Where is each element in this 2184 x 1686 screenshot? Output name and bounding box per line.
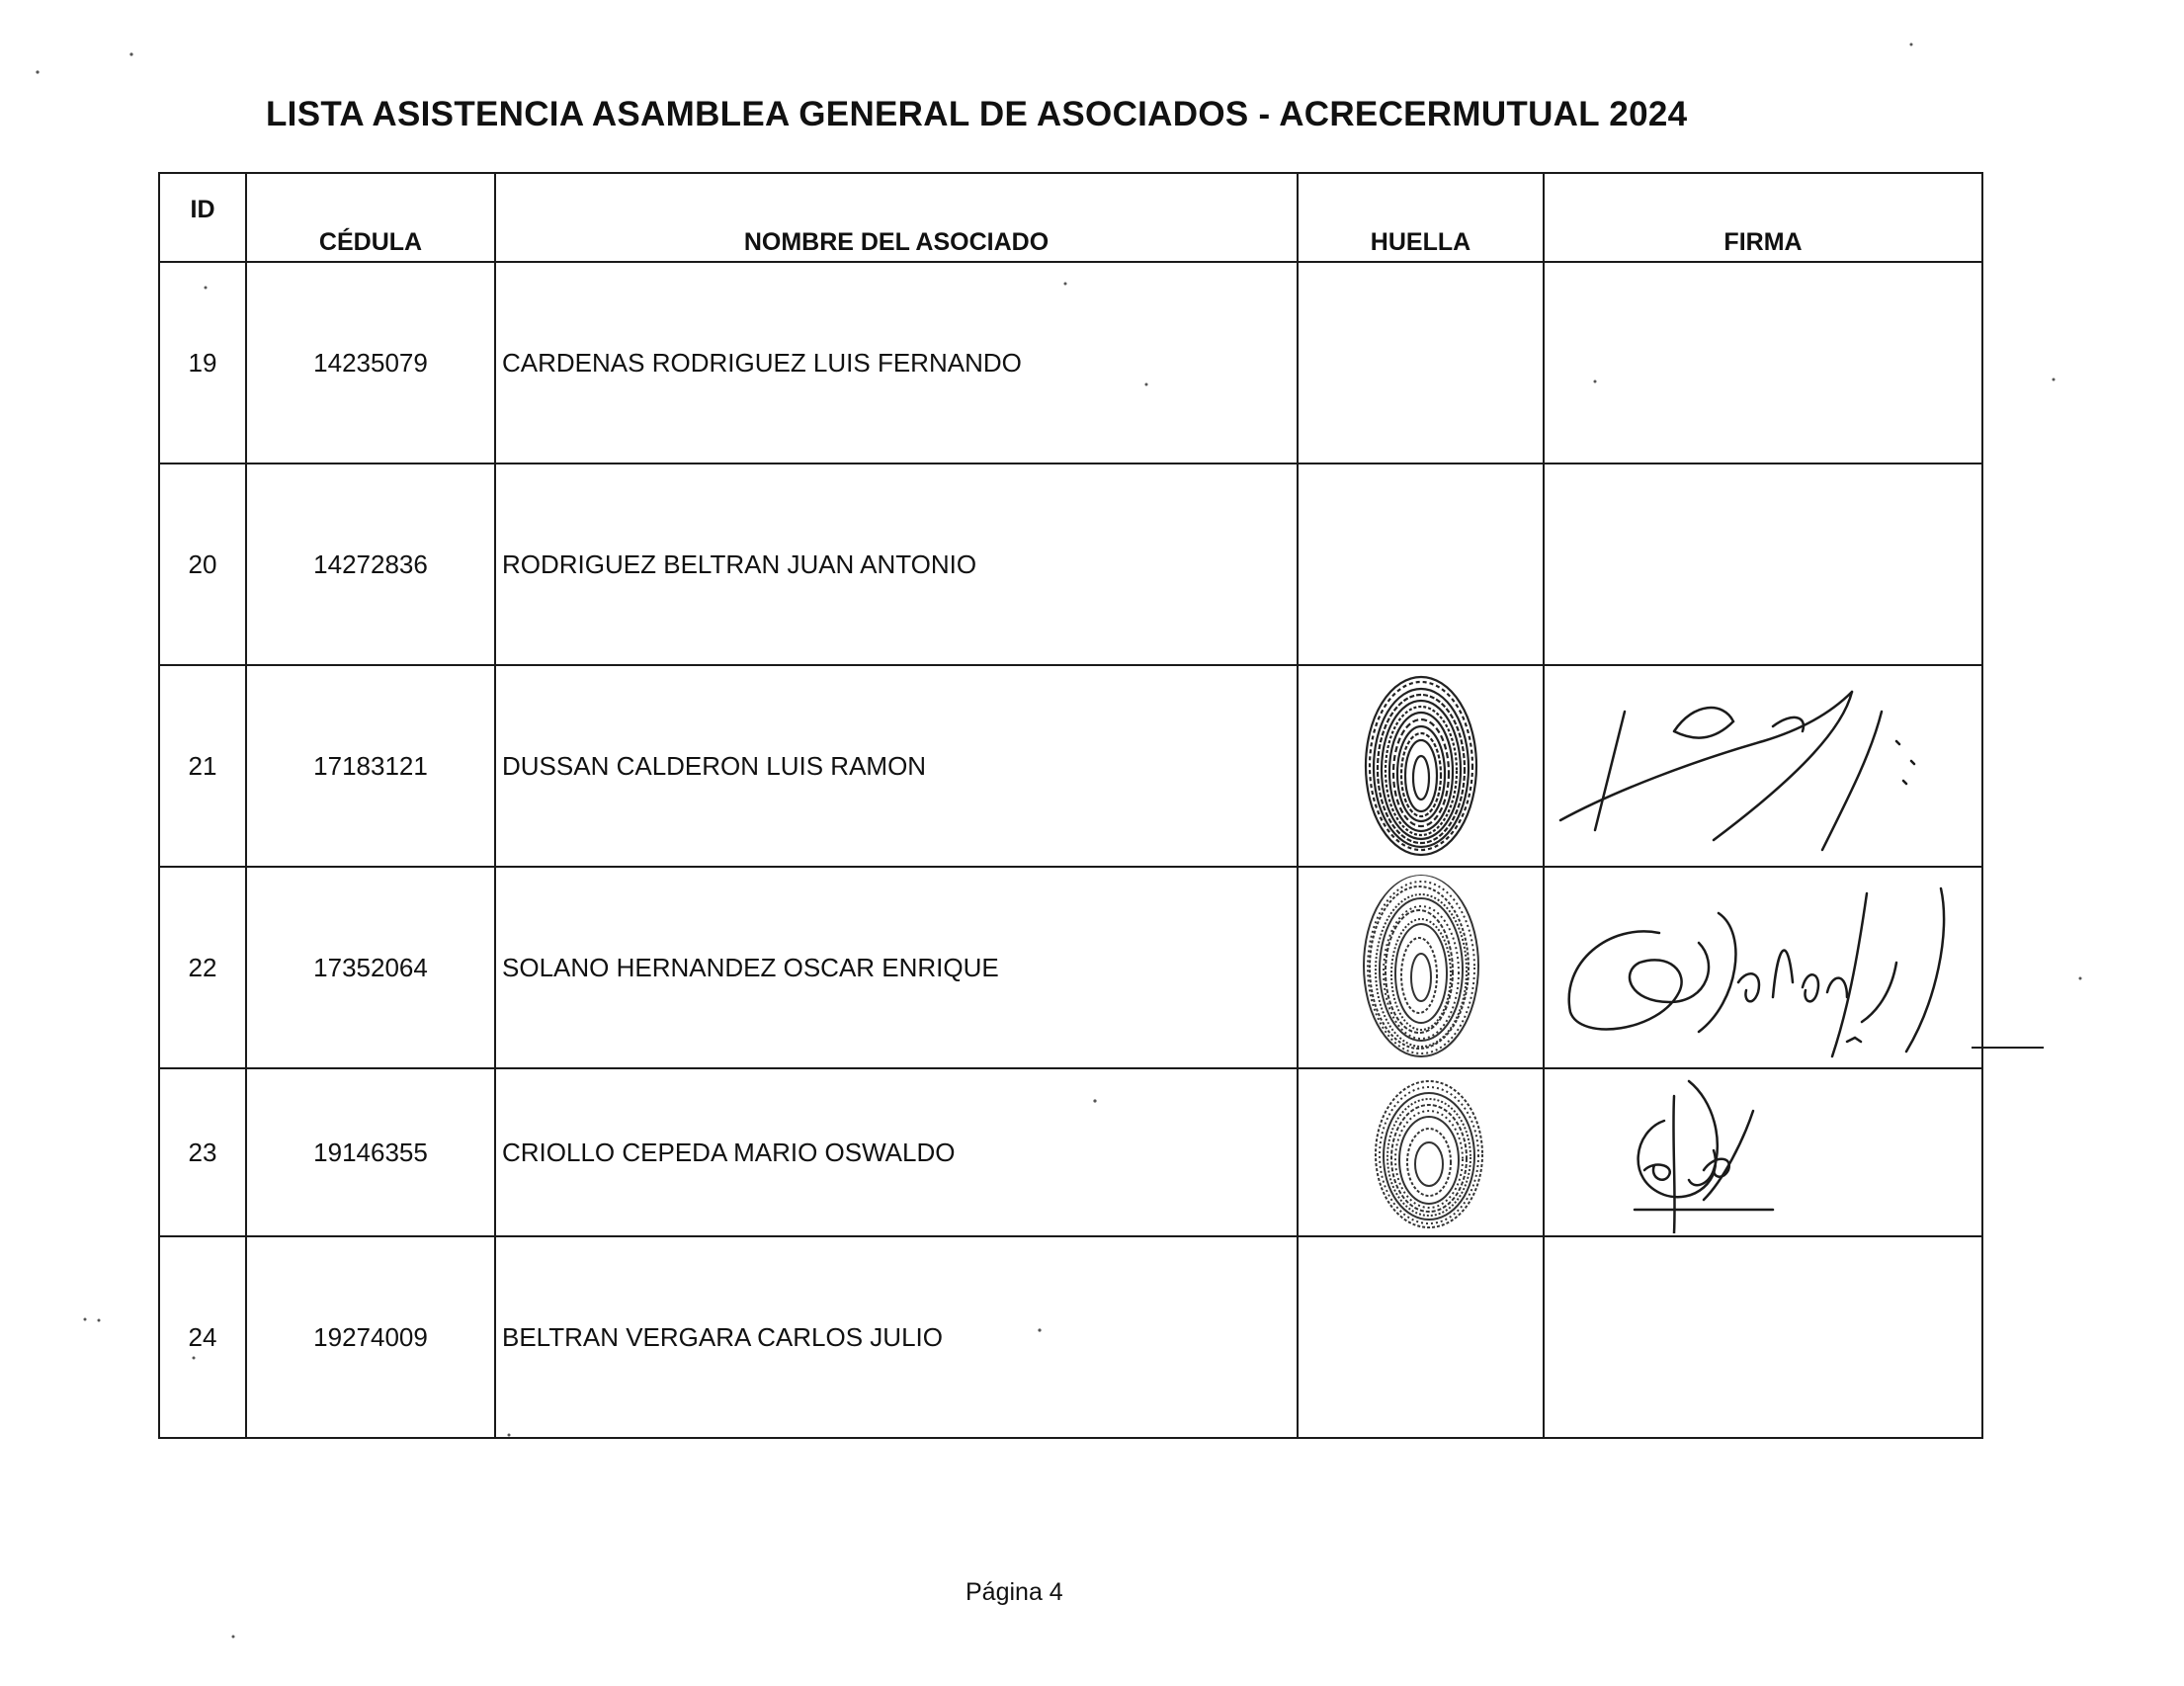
- table-row: [159, 665, 1982, 867]
- row-cedula: 17352064: [246, 867, 495, 1068]
- row-firma-cell: [1544, 665, 1982, 867]
- row-nombre: SOLANO HERNANDEZ OSCAR ENRIQUE: [495, 867, 1298, 1068]
- row-cedula: 17183121: [246, 665, 495, 867]
- signature-mark: [1555, 672, 1971, 860]
- row-nombre: CARDENAS RODRIGUEZ LUIS FERNANDO: [495, 262, 1298, 464]
- row-nombre: DUSSAN CALDERON LUIS RAMON: [495, 665, 1298, 867]
- table-row: [159, 867, 1982, 1068]
- column-header-huella: HUELLA: [1298, 173, 1544, 262]
- row-nombre: BELTRAN VERGARA CARLOS JULIO: [495, 1236, 1298, 1438]
- row-id: 19: [159, 262, 246, 464]
- row-huella-cell: [1298, 464, 1544, 665]
- row-huella-cell: [1298, 262, 1544, 464]
- column-header-firma: FIRMA: [1544, 173, 1982, 262]
- table-header-row: [159, 173, 1982, 262]
- table-row: [159, 262, 1982, 464]
- row-firma-cell: [1544, 262, 1982, 464]
- row-huella-cell: [1298, 1236, 1544, 1438]
- page-number: Página 4: [966, 1578, 1063, 1606]
- row-firma-cell: [1544, 1236, 1982, 1438]
- row-firma-cell: [1544, 464, 1982, 665]
- row-id: 21: [159, 665, 246, 867]
- table-row: [159, 1236, 1982, 1438]
- row-cedula: 14272836: [246, 464, 495, 665]
- row-huella-cell: [1298, 665, 1544, 867]
- row-cedula: 19146355: [246, 1068, 495, 1236]
- row-id: 20: [159, 464, 246, 665]
- column-header-nombre: NOMBRE DEL ASOCIADO: [495, 173, 1298, 262]
- fingerprint-icon: [1352, 667, 1490, 865]
- fingerprint-icon: [1352, 1071, 1490, 1233]
- attendance-table: [158, 172, 1983, 1439]
- row-cedula: 14235079: [246, 262, 495, 464]
- row-nombre: CRIOLLO CEPEDA MARIO OSWALDO: [495, 1068, 1298, 1236]
- signature-mark: [1551, 874, 1975, 1061]
- table-row: [159, 464, 1982, 665]
- table-row: [159, 1068, 1982, 1236]
- signature-mark: [1615, 1071, 1911, 1233]
- page-title: LISTA ASISTENCIA ASAMBLEA GENERAL DE ASOCIADOS - ACRECERMUTUAL 2024: [266, 95, 1688, 133]
- row-huella-cell: [1298, 1068, 1544, 1236]
- row-huella-cell: [1298, 867, 1544, 1068]
- row-firma-cell: [1544, 1068, 1982, 1236]
- fingerprint-icon: [1352, 869, 1490, 1066]
- row-nombre: RODRIGUEZ BELTRAN JUAN ANTONIO: [495, 464, 1298, 665]
- row-id: 23: [159, 1068, 246, 1236]
- row-firma-cell: [1544, 867, 1982, 1068]
- row-cedula: 19274009: [246, 1236, 495, 1438]
- column-header-cedula: CÉDULA: [246, 173, 495, 262]
- column-header-id: ID: [159, 173, 246, 262]
- row-id: 22: [159, 867, 246, 1068]
- row-id: 24: [159, 1236, 246, 1438]
